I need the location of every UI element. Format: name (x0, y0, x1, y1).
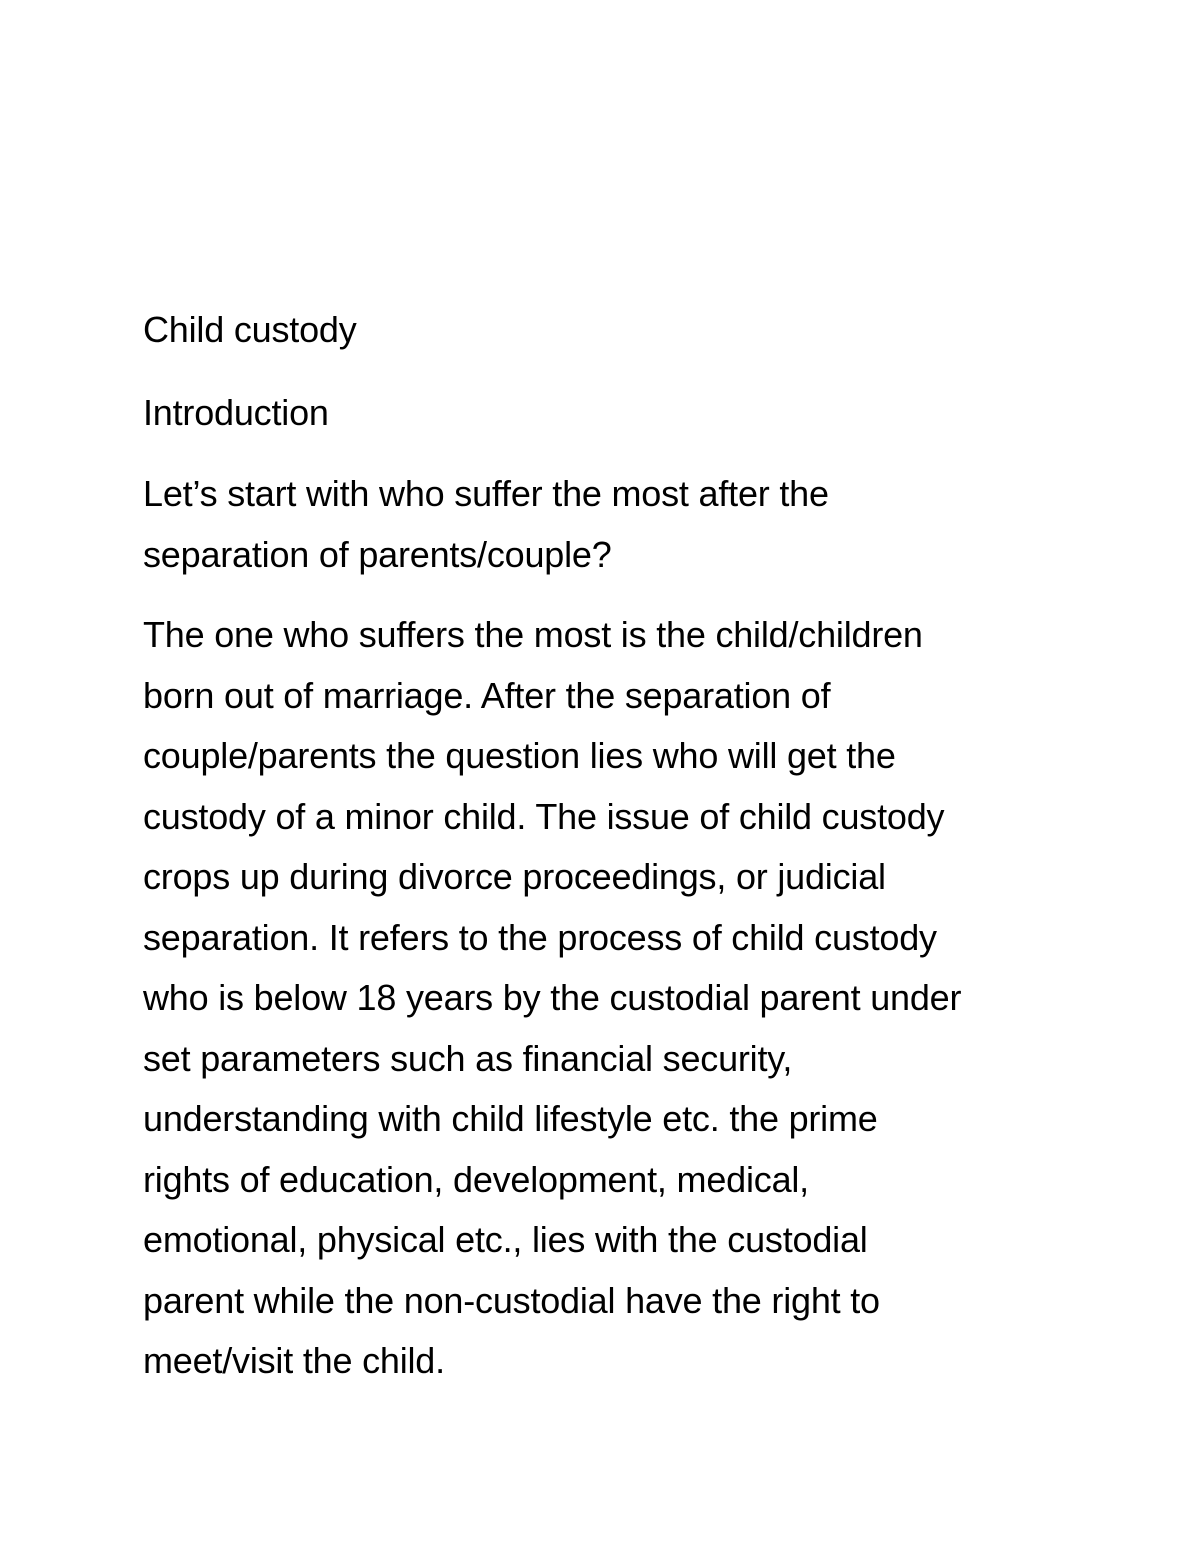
body-line: separation. It refers to the process of child custody (143, 916, 937, 958)
body-line: understanding with child lifestyle etc. the prime (143, 1098, 878, 1139)
body-line: crops up during divorce proceedings, or judicial (143, 856, 886, 897)
body-paragraph (143, 605, 1083, 1392)
body-line: rights of education, development, medical, (143, 1158, 809, 1200)
body-line: emotional, physical etc., lies with the custodial (143, 1219, 868, 1260)
body-line: born out of marriage. After the separation of (143, 674, 831, 716)
body-line: couple/parents the question lies who will get the (143, 735, 896, 776)
body-line: who is below 18 years by the custodial parent under (143, 977, 962, 1018)
body-line: The one who suffers the most is the child/children (143, 614, 923, 655)
question-line: Let’s start with who suffer the most after the (143, 473, 829, 514)
document-title: Child custody (143, 309, 357, 350)
section-heading: Introduction (143, 391, 329, 433)
body-line: custody of a minor child. The issue of child custody (143, 795, 945, 837)
question-line: separation of parents/couple? (143, 533, 612, 575)
body-line: set parameters such as financial security, (143, 1037, 793, 1079)
document-content (143, 300, 1083, 1392)
question-paragraph (143, 464, 1083, 585)
body-line: parent while the non-custodial have the right to (143, 1279, 880, 1321)
body-line: meet/visit the child. (143, 1340, 445, 1381)
